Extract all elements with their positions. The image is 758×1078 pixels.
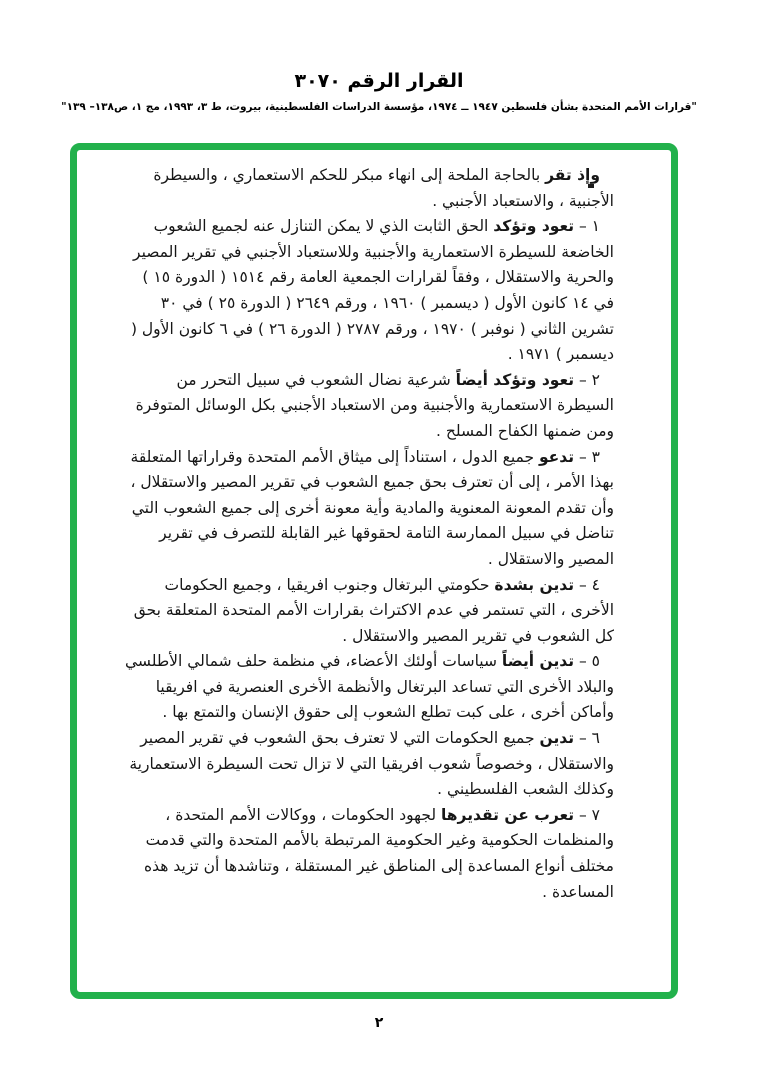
resolution-paragraph — [122, 163, 614, 214]
paragraph-rest: سياسات أولئك الأعضاء، في منظمة حلف شمالي الأطلسي والبلاد الأخرى التي تساعد البرتغال والأنظمة الأخرى العنصرية في افريقيا وأماكن أخرى ، على كبت تطلع الشعوب إلى حقوق الإنسان والتمتع بها . — [124, 652, 614, 722]
resolution-body — [122, 163, 614, 905]
resolution-paragraph — [122, 803, 614, 905]
paragraph-lead: تعود وتؤكد — [493, 217, 575, 236]
paragraph-num: ٢ – — [574, 370, 600, 389]
paragraph-rest: الحق الثابت الذي لا يمكن التنازل عنه لجميع الشعوب الخاضعة للسيطرة الاستعمارية والأجنبية وللاستعباد الأجنبي في تقرير المصير والحرية والاستقلال ، وفقاً لقرارات الجمعية العامة رقم ١٥١٤ ( الدورة ١٥ ) في ١٤ كانون الأول ( ديسمبر ) ١٩٦٠ ، ورقم ٢٦٤٩ ( الدورة ٢٥ ) في ٣٠ تشرين الثاني ( نوفبر ) ١٩٧٠ ، ورقم ٢٧٨٧ ( الدورة ٢٦ ) في ٦ كانون الأول ( ديسمبر ) ١٩٧١ . — [130, 217, 614, 364]
citation-line: "قرارات الأمم المتحدة بشأن فلسطين ١٩٤٧ ــ ١٩٧٤، مؤسسة الدراسات الفلسطينية، بيروت، ط ٣، ١٩٩٣، مج ١، ص١٣٨– ١٣٩" — [61, 101, 697, 113]
paragraph-rest: جميع الحكومات التي لا تعترف بحق الشعوب في تقرير المصير والاستقلال ، وخصوصاً شعوب افريقيا التي لا تزال تحت السيطرة الاستعمارية وكذلك الشعب الفلسطيني . — [129, 729, 614, 799]
resolution-paragraph — [122, 573, 614, 650]
page-number: ٢ — [374, 1015, 384, 1031]
green-border-frame — [70, 143, 678, 999]
paragraph-num: ٧ – — [574, 805, 600, 824]
paragraph-lead: وإذ تقر — [545, 166, 600, 184]
paragraph-lead: تدين أيضاً — [501, 652, 575, 671]
paragraph-num: ٣ – — [574, 447, 600, 466]
paragraph-rest: حكومتي البرتغال وجنوب افريقيا ، وجميع الحكومات الأخرى ، التي تستمر في عدم الاكتراث بقرارات الأمم المتحدة المتعلقة بحق كل الشعوب في تقرير المصير والاستقلال . — [133, 575, 614, 645]
paragraph-rest: بالحاجة الملحة إلى انهاء مبكر للحكم الاستعماري ، والسيطرة الأجنبية ، والاستعباد الأجنبي . — [153, 166, 614, 210]
resolution-paragraph — [122, 726, 614, 803]
paragraph-lead: تدعو — [538, 447, 575, 466]
paragraph-lead: تعرب عن تقديرها — [440, 805, 575, 824]
paragraph-rest: شرعية نضال الشعوب في سبيل التحرر من السيطرة الاستعمارية والأجنبية ومن الاستعباد الأجنبي بكل الوسائل المتوفرة ومن ضمنها الكفاح المسلح . — [135, 370, 614, 440]
paragraph-num: ٤ – — [574, 575, 600, 594]
page-title: القرار الرقم ٣٠٧٠ — [294, 70, 464, 92]
paragraph-rest: جميع الدول ، استناداً إلى ميثاق الأمم المتحدة وقراراتها المتعلقة بهذا الأمر ، إلى أن تعترف بحق جميع الشعوب في تقرير المصير والاستقلال ، وأن تقدم المعونة المعنوية والمادية وأية معونة أخرى إلى جميع الشعوب التي تناضل في سبيل الممارسة التامة لحقوقها غير القابلة للتصرف في تقرير المصير والاستقلال . — [130, 447, 614, 568]
paragraph-num: ٦ – — [574, 729, 600, 748]
resolution-paragraph — [122, 214, 614, 368]
resolution-paragraph — [122, 445, 614, 573]
paragraph-num: ١ – — [574, 217, 600, 236]
paragraph-lead: تدين — [539, 729, 575, 748]
paragraph-num: ٥ – — [574, 652, 600, 671]
resolution-paragraph — [122, 368, 614, 445]
paragraph-lead: تعود وتؤكد أيضاً — [455, 370, 575, 389]
paragraph-lead: تدين بشدة — [494, 575, 575, 594]
paragraph-rest: لجهود الحكومات ، ووكالات الأمم المتحدة ، والمنظمات الحكومية وغير الحكومية المرتبطة بالأمم المتحدة والتي قدمت مختلف أنواع المساعدة إلى المناطق غير المستقلة ، وتناشدها أن تزيد هذه المساعدة . — [144, 805, 614, 901]
resolution-paragraph — [122, 649, 614, 726]
